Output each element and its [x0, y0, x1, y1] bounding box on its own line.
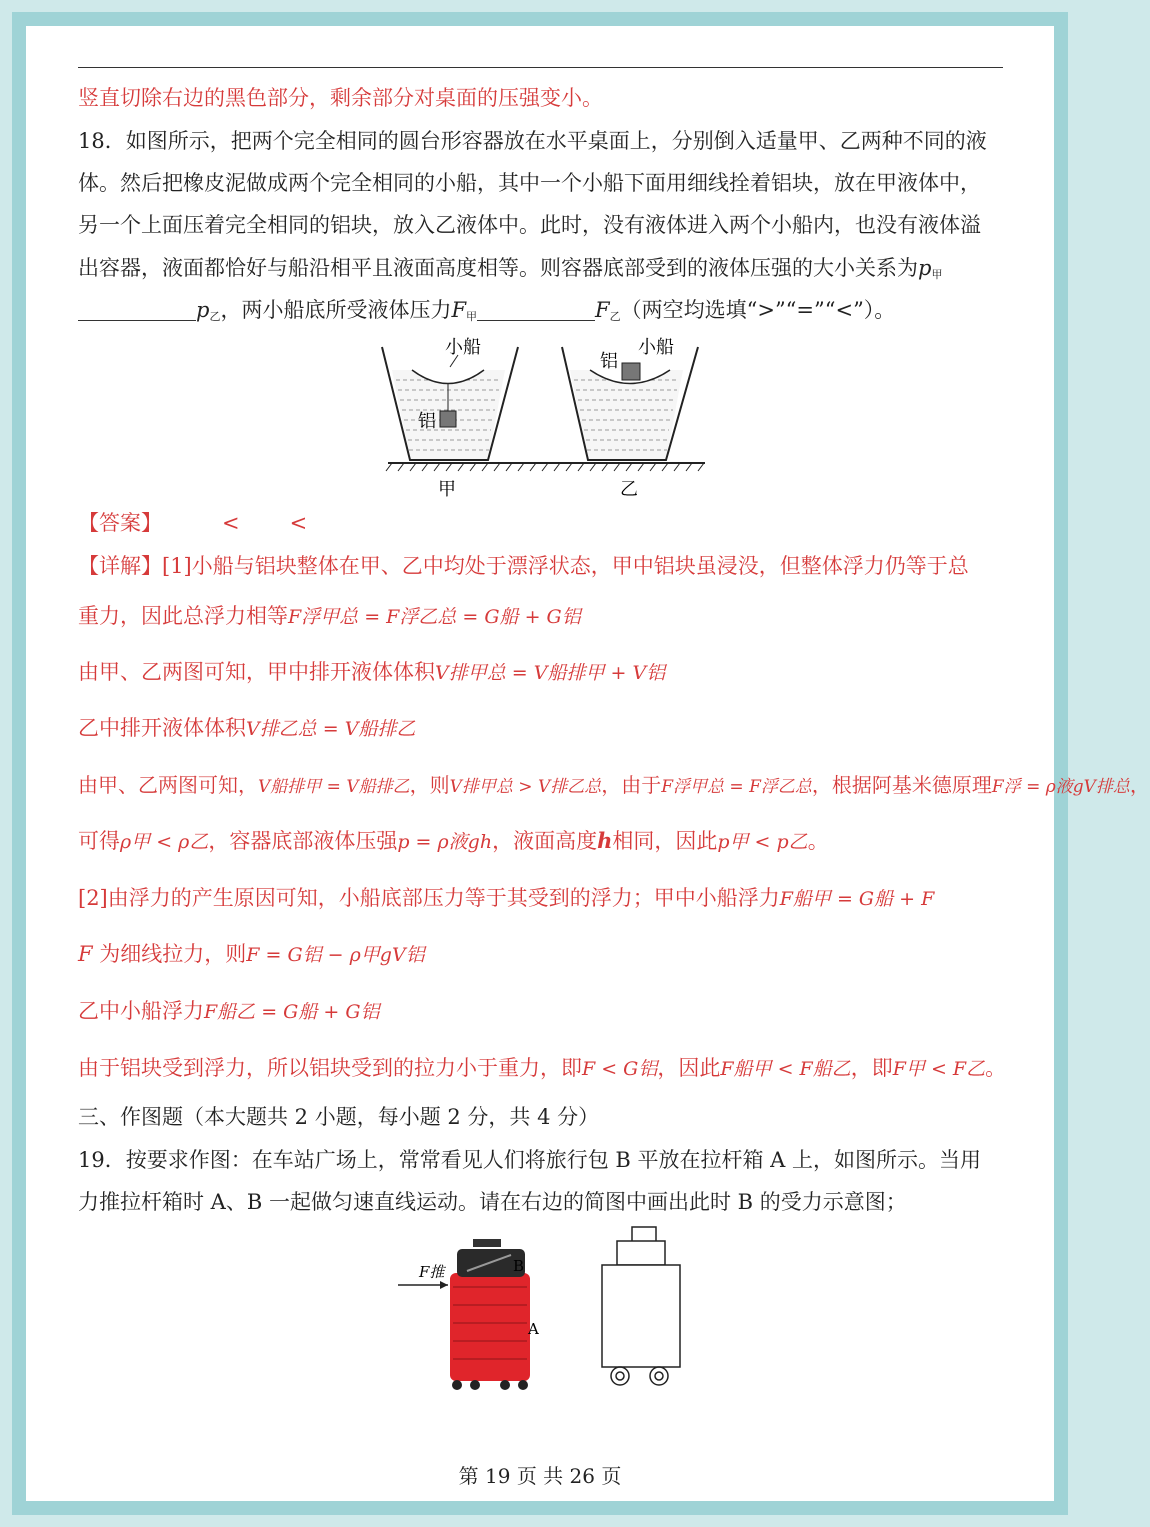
detail-line5: 由甲、乙两图可知，V船排甲 = V船排乙，则V排甲总 > V排乙总，由于F浮甲总 = F浮乙总，根据阿基米德原理F浮 = ρ液gV排总， — [78, 773, 1150, 797]
figure-19 — [395, 1225, 695, 1395]
force-label: F推 — [419, 1263, 445, 1281]
section-3-heading: 三、作图题（本大题共 2 小题，每小题 2 分，共 4 分） — [78, 1105, 600, 1129]
answer-blank-2[interactable] — [477, 298, 595, 321]
detail-tag: 【详解】 — [78, 554, 162, 578]
detail-line9: 乙中小船浮力F船乙 = G船 + G铝 — [78, 999, 380, 1023]
q18-line5: $p_乙$，两小船底所受液体压力$F_甲$ $F_乙$（两空均选填“>”“=”“<”）。 — [78, 289, 1008, 338]
al-block-jia — [440, 411, 456, 427]
sketch-case-A — [602, 1265, 680, 1367]
q18-line1: 18．如图所示，把两个完全相同的圆台形容器放在水平桌面上，分别倒入适量甲、乙两种不同的液 — [78, 129, 987, 153]
answer-blank-1[interactable] — [78, 298, 196, 321]
detail-line10: 由于铝块受到浮力，所以铝块受到的拉力小于重力，即F < G铝，因此F船甲 < F船乙，即F甲 < F乙。 — [78, 1056, 1007, 1080]
figure-18 — [380, 335, 710, 500]
detail-line1: 【详解】[1]小船与铝块整体在甲、乙中均处于漂浮状态，甲中铝块虽浸没，但整体浮力仍等于总 — [78, 554, 969, 578]
detail-line2: 重力，因此总浮力相等F浮甲总 = F浮乙总 = G船 + G铝 — [78, 604, 581, 628]
detail-line3: 由甲、乙两图可知，甲中排开液体体积V排甲总 = V船排甲 + V铝 — [78, 660, 666, 684]
q19-line1: 19．按要求作图：在车站广场上，常常看见人们将旅行包 B 平放在拉杆箱 A 上，如图所示。当用 — [78, 1148, 982, 1172]
suitcase-A — [450, 1273, 530, 1381]
detail-line6: 可得ρ甲 < ρ乙，容器底部液体压强p = ρ液gh，液面高度h相同，因此p甲 < p乙。 — [78, 828, 829, 853]
label-B: B — [513, 1257, 525, 1275]
q19-line2: 力推拉杆箱时 A、B 一起做匀速直线运动。请在右边的简图中画出此时 B 的受力示意图； — [78, 1190, 907, 1214]
page-footer: 第 19 页 共 26 页 — [458, 1464, 622, 1488]
al-block-yi — [622, 363, 640, 380]
answer-tag: 【答案】 — [78, 511, 162, 535]
sketch-wheel-right — [650, 1367, 668, 1385]
label-jia: 甲 — [438, 479, 456, 500]
q18-line3: 另一个上面压着完全相同的铝块，放入乙液体中。此时，没有液体进入两个小船内，也没有液体溢 — [78, 213, 981, 237]
label-A: A — [528, 1320, 539, 1338]
boat-label-yi: 小船 — [638, 337, 674, 358]
sketch-handle — [632, 1227, 656, 1241]
sketch-bag-B — [617, 1241, 665, 1265]
suitcase-handle — [473, 1239, 501, 1247]
al-label-yi: 铝 — [600, 351, 618, 372]
answer-2: < — [289, 511, 308, 535]
answer-1: < — [222, 511, 240, 535]
al-label-jia: 铝 — [418, 411, 436, 432]
q18-line4: 出容器，液面都恰好与船沿相平且液面高度相等。则容器底部受到的液体压强的大小关系为$p_甲$ — [78, 256, 943, 281]
q18-line2: 体。然后把橡皮泥做成两个完全相同的小船，其中一个小船下面用细线拴着铝块，放在甲液体中， — [78, 171, 981, 195]
sketch-wheel-left — [611, 1367, 629, 1385]
detail-line7: [2]由浮力的产生原因可知，小船底部压力等于其受到的浮力；甲中小船浮力F船甲 = G船 + F — [78, 886, 935, 910]
boat-label-jia: 小船 — [445, 337, 481, 358]
answer-line — [78, 502, 1008, 544]
header-rule — [78, 67, 1003, 68]
label-yi: 乙 — [620, 479, 638, 500]
detail-line4: 乙中排开液体体积V排乙总 = V船排乙 — [78, 716, 416, 740]
detail-line8: F 为细线拉力，则F = G铝 − ρ甲gV铝 — [78, 942, 425, 966]
prev-answer-tail: 竖直切除右边的黑色部分，剩余部分对桌面的压强变小。 — [78, 86, 603, 110]
